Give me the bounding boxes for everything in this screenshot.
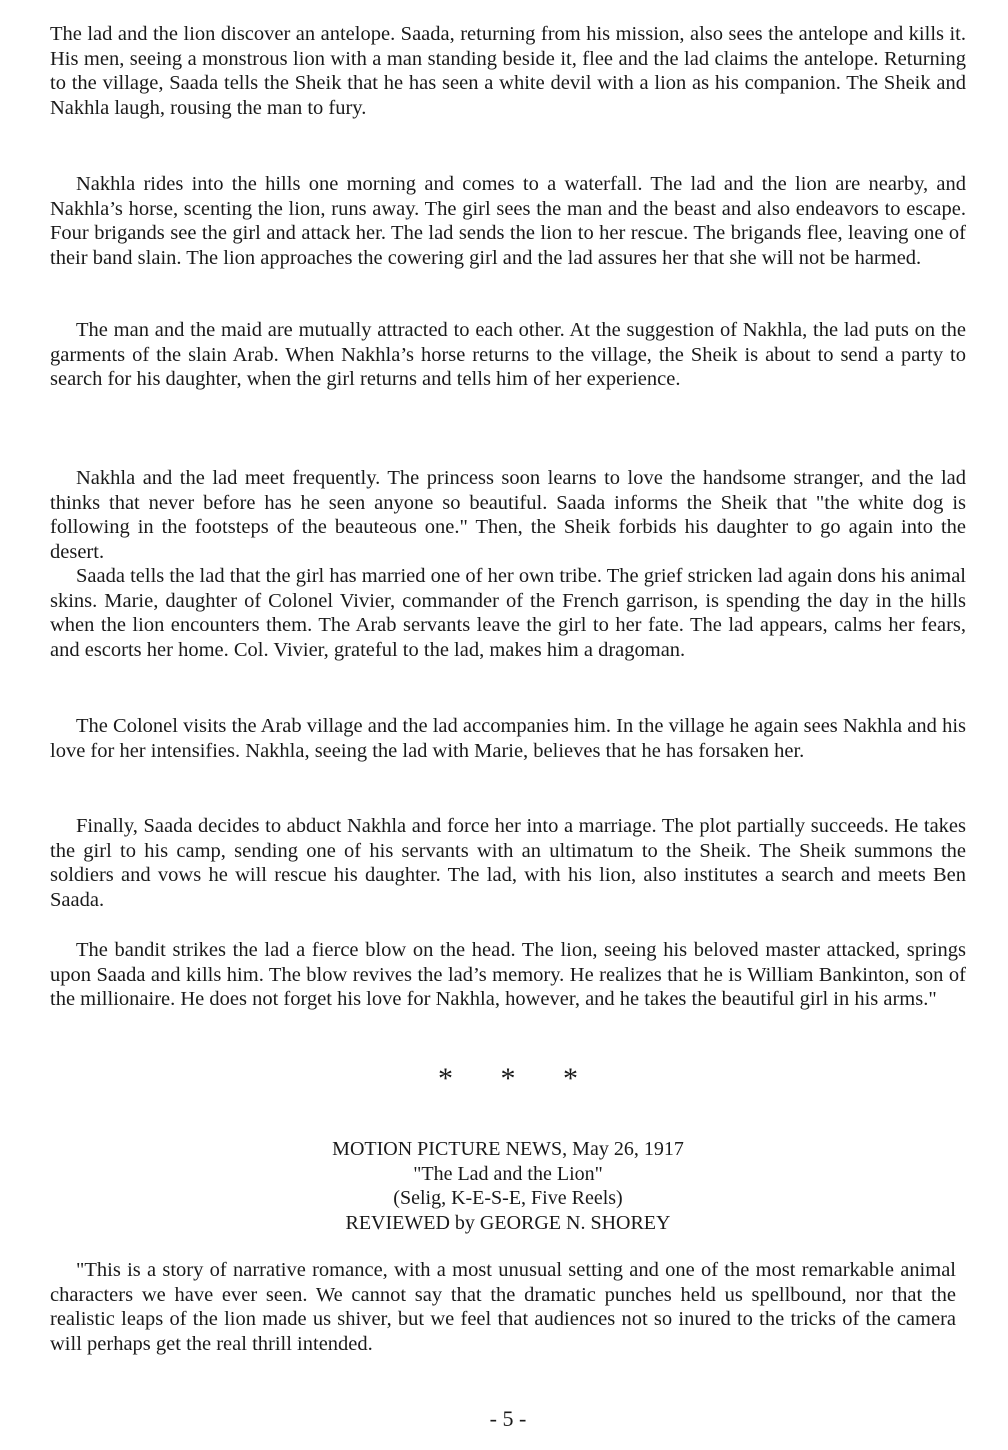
review-source: MOTION PICTURE NEWS, May 26, 1917 — [332, 1138, 684, 1160]
story-paragraph-5: Saada tells the lad that the girl has married one of her own tribe. The grief stricken lad again dons his animal skins. Marie, daughter of Colonel Vivier, commander of the French garrison, is spending the day in the hills when the lion encounters them. The Arab servants leave the girl to her fate. The lad appears, calms her fears, and escorts her home. Col. Vivier, grateful to the lad, makes him a dragoman. — [50, 565, 966, 661]
story-paragraph-2: Nakhla rides into the hills one morning and comes to a waterfall. The lad and the lion are nearby, and Nakhla’s horse, scenting the lion, runs away. The girl sees the man and the beast and also endeavors to escape. Four brigands see the girl and attack her. The lad sends the lion to her rescue. The brigands flee, leaving one of their band slain. The lion approaches the cowering girl and the lad assures her that she will not be harmed. — [50, 173, 966, 269]
story-paragraph-7: Finally, Saada decides to abduct Nakhla and force her into a marriage. The plot partially succeeds. He takes the girl to his camp, sending one of his servants with an ultimatum to the Sheik. The Sheik summons the soldiers and vows he will rescue his daughter. The lad, with his lion, also institutes a search and meets Ben Saada. — [50, 815, 966, 911]
story-paragraph-3: The man and the maid are mutually attracted to each other. At the suggestion of Nakhla, the lad puts on the garments of the slain Arab. When Nakhla’s horse returns to the village, the Sheik is about to send a party to search for his daughter, when the girl returns and tells him of her experience. — [50, 319, 966, 390]
story-paragraph-6: The Colonel visits the Arab village and the lad accompanies him. In the village he again sees Nakhla and his love for her intensifies. Nakhla, seeing the lad with Marie, believes that he has forsaken her. — [50, 715, 966, 762]
document-page — [50, 0, 966, 1450]
page-number: - 5 - — [489, 1406, 527, 1431]
review-header — [50, 1137, 966, 1235]
section-separator: * * * — [438, 1062, 578, 1095]
review-excerpt: "This is a story of narrative romance, with a most unusual setting and one of the most remarkable animal characters we have ever seen. We cannot say that the dramatic punches held us spellbound, nor that the realistic leaps of the lion made us shiver, but we feel that audiences not so inured to the tricks of the camera will perhaps get the real thrill intended. — [50, 1259, 956, 1355]
review-film-title: "The Lad and the Lion" — [413, 1162, 603, 1185]
story-paragraph-4: Nakhla and the lad meet frequently. The princess soon learns to love the handsome stranger, and the lad thinks that never before has he seen anyone so beautiful. Saada informs the Sheik that "the white dog is following in the footsteps of the beauteous one." Then, the Sheik forbids his daughter to go again into the desert. — [50, 467, 966, 563]
review-film-details: (Selig, K-E-S-E, Five Reels) — [393, 1187, 623, 1209]
story-paragraph-8: The bandit strikes the lad a fierce blow on the head. The lion, seeing his beloved master attacked, springs upon Saada and kills him. The blow revives the lad’s memory. He realizes that he is William Bankinton, son of the millionaire. He does not forget his love for Nakhla, however, and he takes the beautiful girl in his arms." — [50, 939, 966, 1010]
review-reviewer: REVIEWED by GEORGE N. SHOREY — [345, 1211, 671, 1234]
story-paragraph-1: The lad and the lion discover an antelope. Saada, returning from his mission, also sees the antelope and kills it. His men, seeing a monstrous lion with a man standing beside it, flee and the lad claims the antelope. Returning to the village, Saada tells the Sheik that he has seen a white devil with a lion as his companion. The Sheik and Nakhla laugh, rousing the man to fury. — [50, 23, 966, 119]
